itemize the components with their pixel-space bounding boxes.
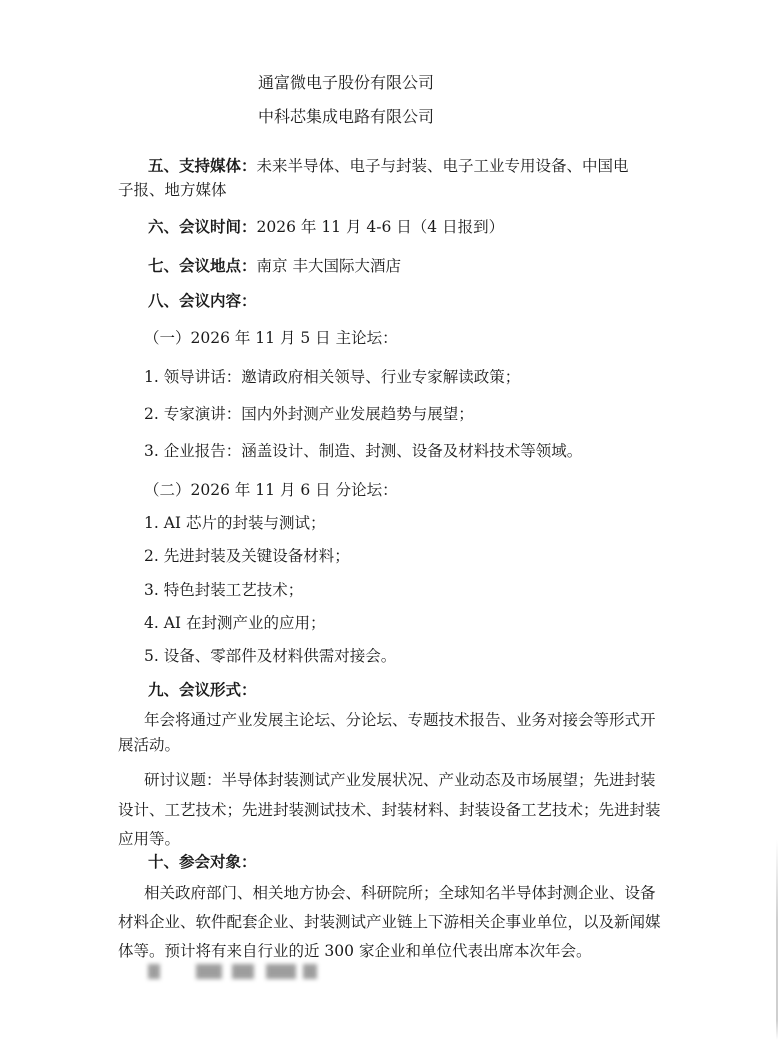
section-5-text-cont: 子报、地方媒体 (118, 181, 227, 199)
section-5-heading: 五、支持媒体： (148, 156, 257, 175)
section-9-heading: 九、会议形式： (148, 680, 257, 699)
list-item: 4. AI 在封测产业的应用； (144, 614, 326, 632)
section-7-text: 南京 丰大国际大酒店 (256, 257, 401, 275)
section-5-text: 未来半导体、电子与封装、电子工业专用设备、中国电 (256, 157, 629, 175)
list-item: 2. 先进封装及关键设备材料； (144, 547, 350, 565)
section-8-sub-2: （二）2026 年 11 月 6 日 分论坛： (144, 481, 398, 499)
section-5 (148, 156, 629, 176)
paragraph-line: 研讨议题：半导体封装测试产业发展状况、产业动态及市场展望；先进封装 (144, 771, 656, 789)
list-item: 5. 设备、零部件及材料供需对接会。 (144, 647, 397, 665)
section-8-heading: 八、会议内容： (148, 291, 257, 310)
list-item: 2. 专家演讲：国内外封测产业发展趋势与展望； (144, 405, 474, 423)
section-6-text: 2026 年 11 月 4-6 日（4 日报到） (256, 218, 505, 236)
scan-edge-shadow (776, 840, 778, 1040)
paragraph-line: 相关政府部门、相关地方协会、科研院所；全球知名半导体封测企业、设备 (144, 884, 656, 902)
list-item: 1. AI 芯片的封装与测试； (144, 514, 326, 532)
paragraph-line: 年会将通过产业发展主论坛、分论坛、专题技术报告、业务对接会等形式开 (144, 711, 656, 729)
paragraph-line: 展活动。 (118, 736, 181, 754)
section-10-heading: 十、参会对象： (148, 852, 257, 871)
paragraph-line: 体等。预计将有来自行业的近 300 家企业和单位代表出席本次年会。 (118, 942, 592, 960)
section-7-heading: 七、会议地点： (148, 256, 257, 275)
paragraph-line: 设计、工艺技术；先进封装测试技术、封装材料、封装设备工艺技术；先进封装 (118, 801, 661, 819)
paragraph-line: 应用等。 (118, 830, 181, 848)
org-name-1: 通富微电子股份有限公司 (258, 73, 435, 92)
section-7 (148, 256, 401, 276)
section-6 (148, 217, 504, 237)
list-item: 3. 特色封装工艺技术； (144, 581, 304, 599)
org-name-2: 中科芯集成电路有限公司 (258, 107, 435, 126)
section-8-sub-1: （一）2026 年 11 月 5 日 主论坛： (144, 329, 398, 347)
redacted-text (148, 961, 318, 983)
list-item: 3. 企业报告：涵盖设计、制造、封测、设备及材料技术等领域。 (144, 442, 583, 460)
list-item: 1. 领导讲话：邀请政府相关领导、行业专家解读政策； (144, 368, 521, 386)
paragraph-line: 材料企业、软件配套企业、封装测试产业链上下游相关企事业单位，以及新闻媒 (118, 913, 661, 931)
section-6-heading: 六、会议时间： (148, 217, 257, 236)
